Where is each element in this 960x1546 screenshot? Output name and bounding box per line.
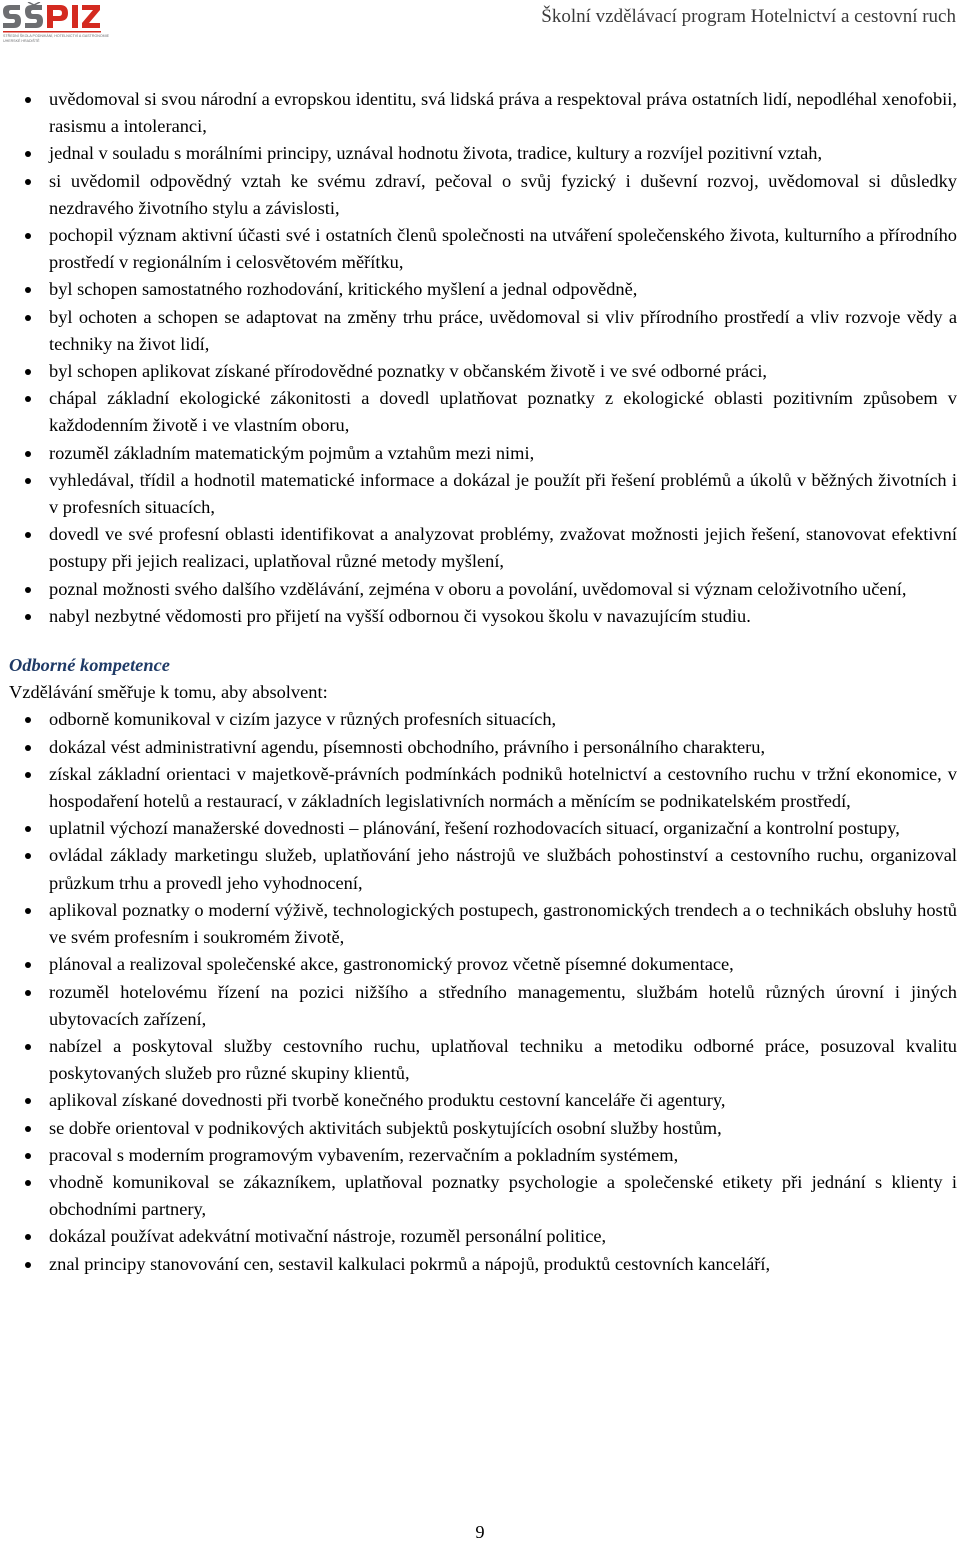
school-logo [0,2,124,44]
list-item [9,842,957,896]
list-item [9,222,957,276]
list-item-text: dovedl ve své profesní oblasti identifikovat a analyzovat problémy, zvažovat možnosti jejich řešení, stanovovat efektivní postupy při jejich realizaci, uplatňoval různé metody myšlení, [49,524,957,572]
list-item-text: plánoval a realizoval společenské akce, gastronomický provoz včetně písemné dokumentace, [49,954,734,975]
bullet-icon [25,1262,31,1268]
bullet-icon [25,962,31,968]
bullet-icon [25,233,31,239]
bullet-icon [25,478,31,484]
bullet-icon [25,587,31,593]
list-item [9,815,957,842]
bullet-icon [25,990,31,996]
bullet-icon [25,396,31,402]
list-item-text: uvědomoval si svou národní a evropskou identitu, svá lidská práva a respektoval práva ostatních lidí, nepodléhal xenofobii, rasismu a intoleranci, [49,89,957,137]
list-item-text: dokázal používat adekvátní motivační nástroje, rozuměl personální politice, [49,1226,607,1247]
bullet-icon [25,826,31,832]
bullet-icon [25,1180,31,1186]
bullet-icon [25,853,31,859]
list-item-text: byl schopen samostatného rozhodování, kritického myšlení a jednal odpovědně, [49,279,638,300]
list-item [9,276,957,303]
list-item [9,168,957,222]
list-item-text: znal principy stanovování cen, sestavil kalkulaci pokrmů a nápojů, produktů cestovních kanceláří, [49,1253,771,1274]
professional-competences-list [9,706,957,1277]
page-number: 9 [475,1522,485,1542]
list-item-text: rozuměl základním matematickým pojmům a vztahům mezi nimi, [49,442,535,463]
bullet-icon [25,287,31,293]
list-item [9,706,957,733]
bullet-icon [25,151,31,157]
bullet-icon [25,1098,31,1104]
bullet-icon [25,1044,31,1050]
page-header [0,0,960,48]
list-item-text: jednal v souladu s morálními principy, uznával hodnotu života, tradice, kultury a rozvíjel pozitivní vztah, [49,143,823,164]
list-item-text: byl schopen aplikovat získané přírodovědné poznatky v občanském životě i ve své odborné práci, [49,361,768,382]
list-item [9,897,957,951]
list-item-text: aplikoval získané dovednosti při tvorbě konečného produktu cestovní kanceláře či agentury, [49,1090,726,1111]
list-item-text: rozuměl hotelovému řízení na pozici nižšího a středního managementu, službám hotelů různých úrovní i jiných ubytovacích zařízení, [49,981,957,1029]
header-title: Školní vzdělávací program Hotelnictví a cestovní ruch [541,6,956,27]
list-item-text: ovládal základy marketingu služeb, uplatňování jeho nástrojů ve službách pohostinství a cestovního ruchu, organizoval průzkum trhu a provedl jeho vyhodnocení, [49,845,957,893]
list-item-text: vyhledával, třídil a hodnotil matematické informace a dokázal je použít při řešení problémů a úkolů v běžných životních i v profesních situacích, [49,469,957,518]
section-heading: Odborné kompetence [9,655,170,676]
list-item-text: aplikoval poznatky o moderní výživě, technologických postupech, gastronomických trendech a o technikách obsluhy hostů ve svém profesním i soukromém životě, [49,899,957,948]
bullet-icon [25,1153,31,1159]
list-item-text: byl ochoten a schopen se adaptovat na změny trhu práce, uvědomoval si vliv přírodního prostředí a vliv rozvoje vědy a techniky na život lidí, [49,306,957,354]
list-item-text: vhodně komunikoval se zákazníkem, uplatňoval poznatky psychologie a společenské etikety při jednání s klienty i obchodními partnery, [49,1171,957,1220]
list-item [9,951,957,978]
list-item [9,358,957,385]
bullet-icon [25,532,31,538]
list-item [9,467,957,521]
list-item [9,440,957,467]
list-item [9,1033,957,1087]
list-item-text: získal základní orientaci v majetkově-právních podmínkách podniků hotelnictví a cestovního ruchu v tržní ekonomice, v hospodaření hotelů a restaurací, v základních legislativních normách a měnícím se podnikatelském prostředí, [49,763,957,812]
list-item [9,86,957,140]
bullet-icon [25,772,31,778]
logo-subtext: STŘEDNÍ ŠKOLA PODNIKÁNÍ, HOTELNICTVÍ A GASTRONOMIE [3,34,110,38]
bullet-icon [25,908,31,914]
list-item [9,1142,957,1169]
list-item-text: si uvědomil odpovědný vztah ke svému zdraví, pečoval o svůj fyzický i duševní rozvoj, uvědomoval si důsledky nezdravého životního stylu a závislosti, [49,170,957,218]
document-body [9,86,957,1278]
bullet-icon [25,1126,31,1132]
list-item [9,576,957,603]
bullet-icon [25,1234,31,1240]
list-item [9,1087,957,1114]
bullet-icon [25,717,31,723]
bullet-icon [25,451,31,457]
general-competences-list [9,86,957,630]
bullet-icon [25,179,31,185]
svg-text:UHERSKÉ HRADIŠTĚ: UHERSKÉ HRADIŠTĚ [3,39,40,43]
list-item-text: poznal možnosti svého dalšího vzdělávání, zejména v oboru a povolání, uvědomoval si význam celoživotního učení, [49,578,907,599]
bullet-icon [25,614,31,620]
list-item-text: chápal základní ekologické zákonitosti a dovedl uplatňovat poznatky z ekologické oblasti pozitivním způsobem v každodenním životě i ve vlastním oboru, [49,388,957,436]
list-item-text: nabízel a poskytoval služby cestovního ruchu, uplatňoval techniku a metodiku odborné práce, posuzoval kvalitu poskytovaných služeb pro různé skupiny klientů, [49,1035,957,1084]
bullet-icon [25,745,31,751]
list-item [9,1223,957,1250]
list-item-text: uplatnil výchozí manažerské dovednosti – plánování, řešení rozhodovacích situací, organizační a kontrolní postupy, [49,818,900,839]
list-item [9,1169,957,1223]
list-item-text: nabyl nezbytné vědomosti pro přijetí na vyšší odbornou či vysokou školu v navazujícím studiu. [49,605,751,626]
list-item [9,979,957,1033]
bullet-icon [25,97,31,103]
list-item [9,140,957,167]
section-intro: Vzdělávání směřuje k tomu, aby absolvent: [9,682,328,703]
list-item-text: se dobře orientoval v podnikových aktivitách subjektů poskytujících osobní služby hostům, [49,1117,722,1138]
list-item-text: pochopil význam aktivní účasti své i ostatních členů společnosti na utváření společenského života, kulturního a přírodního prostředí v regionálním i celosvětovém měřítku, [49,225,957,273]
list-item [9,1115,957,1142]
list-item-text: odborně komunikoval v cizím jazyce v různých profesních situacích, [49,709,557,730]
list-item-text: pracoval s moderním programovým vybavením, rezervačním a pokladním systémem, [49,1144,679,1165]
bullet-icon [25,315,31,321]
list-item-text: dokázal vést administrativní agendu, písemnosti obchodního, právního i personálního charakteru, [49,736,766,757]
list-item [9,734,957,761]
bullet-icon [25,369,31,375]
list-item [9,603,957,630]
list-item [9,761,957,815]
list-item [9,385,957,439]
list-item [9,304,957,358]
list-item [9,1251,957,1278]
list-item [9,521,957,575]
